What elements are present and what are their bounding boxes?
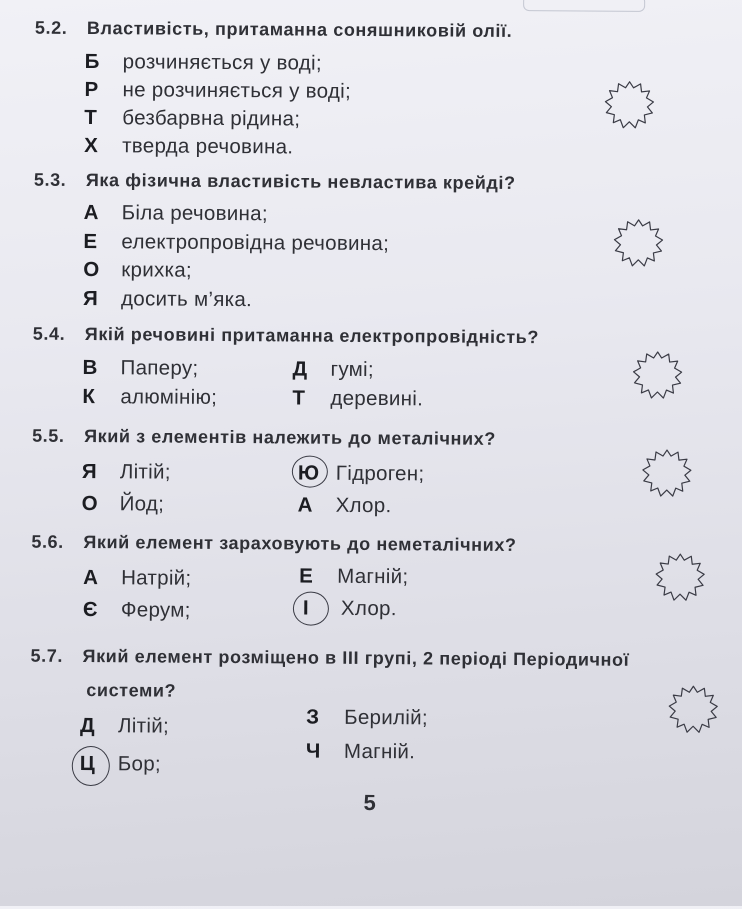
option-text: алюмінію; [120, 385, 218, 409]
question-5-7-continued [86, 680, 176, 702]
answer-star-icon[interactable] [653, 550, 707, 604]
option-text: крихка; [121, 258, 193, 282]
option-letter: Б [84, 49, 100, 74]
option-text: Хлор. [335, 493, 392, 518]
page-number: 5 [363, 789, 376, 816]
option-letter: О [81, 491, 98, 516]
option-5-2-1 [85, 50, 322, 76]
question-number: 5.6. [31, 531, 64, 552]
option-letter: Р [84, 77, 99, 102]
selected-answer-circle [72, 746, 110, 786]
question-number: 5.4. [32, 323, 66, 344]
selected-answer-circle [293, 591, 329, 625]
option-text: деревині. [330, 386, 424, 411]
option-text: Біла речовина; [121, 201, 268, 226]
question-5-6 [31, 532, 516, 556]
selected-answer-circle [292, 455, 328, 487]
question-text: Який елемент розміщено в III групі, 2 періоді Періодичної [82, 645, 630, 670]
option-text: Йод; [119, 492, 165, 516]
question-number: 5.7. [30, 645, 64, 666]
option-5-7-4 [306, 740, 415, 765]
option-text: Натрій; [121, 566, 192, 590]
question-text: Якій речовині притаманна електропровідність? [84, 323, 540, 348]
option-5-7-2 [306, 706, 428, 731]
option-5-3-1 [84, 201, 268, 226]
option-5-3-4 [83, 287, 252, 312]
option-5-6-2 [299, 565, 408, 590]
option-text: гумі; [330, 357, 375, 382]
option-letter: В [82, 355, 98, 380]
option-5-3-3 [83, 258, 192, 283]
option-5-4-3 [82, 385, 217, 410]
option-letter: Х [84, 133, 98, 158]
question-5-7 [31, 646, 630, 671]
option-text: Гідроген; [335, 461, 425, 486]
option-letter: Я [81, 459, 97, 484]
question-text: Властивість, притаманна соняшниковій олії. [86, 18, 513, 41]
option-5-7-1 [80, 714, 169, 739]
option-5-5-1 [82, 460, 171, 485]
option-letter: К [82, 384, 95, 409]
question-text: Який елемент зараховують до неметалічних? [83, 531, 517, 556]
option-5-4-2 [292, 357, 374, 382]
option-letter: Є [82, 597, 98, 622]
option-text: Берилій; [344, 705, 429, 730]
question-number: 5.3. [33, 169, 67, 190]
option-text: Літій; [119, 460, 171, 484]
option-text: Паперу; [120, 356, 199, 380]
option-text: Ферум; [120, 598, 191, 622]
answer-star-icon[interactable] [640, 446, 694, 500]
question-number: 5.5. [32, 425, 65, 446]
option-text: досить м’яка. [120, 287, 253, 312]
question-5-3 [34, 170, 516, 194]
option-5-3-2 [83, 230, 389, 256]
option-letter: А [83, 565, 99, 590]
option-letter: Д [292, 357, 308, 381]
option-letter: Ч [305, 739, 321, 763]
option-letter: Е [83, 229, 98, 254]
option-text: не розчиняється у воді; [122, 78, 352, 103]
option-text: Магній. [343, 739, 416, 764]
option-letter: Е [299, 564, 313, 588]
question-text: Яка фізична властивість невластива крейді? [85, 170, 516, 194]
answer-star-icon[interactable] [611, 216, 665, 270]
option-5-2-4 [84, 134, 293, 159]
option-letter: Т [84, 105, 97, 130]
question-number: 5.2. [34, 17, 68, 38]
option-letter: А [83, 200, 99, 225]
question-5-4 [33, 324, 539, 349]
option-text: безбарвна рідина; [122, 106, 301, 131]
option-letter: Я [82, 286, 98, 311]
question-text-line2: системи? [86, 680, 177, 701]
page-top-decoration [523, 0, 645, 12]
option-text: Хлор. [340, 596, 397, 621]
answer-star-icon[interactable] [666, 682, 720, 736]
option-letter: Т [292, 386, 305, 410]
option-5-4-4 [292, 386, 423, 411]
option-5-2-2 [84, 78, 351, 104]
option-letter: А [297, 493, 313, 517]
option-letter: Д [80, 713, 95, 738]
option-letter: О [83, 257, 100, 282]
question-text: Який з елементів належить до металічних? [84, 425, 496, 449]
option-5-6-3 [83, 598, 191, 623]
option-text: Бор; [117, 752, 162, 776]
option-text: електропровідна речовина; [121, 230, 390, 256]
option-letter: І [302, 596, 309, 620]
option-letter: З [306, 705, 320, 729]
option-letter: Ю [297, 461, 320, 485]
option-5-4-1 [83, 356, 199, 381]
answer-star-icon[interactable] [602, 78, 656, 132]
option-5-5-4 [298, 493, 392, 518]
option-5-2-3 [84, 106, 300, 132]
question-5-2 [35, 18, 513, 42]
option-text: Літій; [118, 714, 170, 738]
option-5-5-3 [82, 492, 165, 517]
option-5-6-1 [83, 566, 192, 591]
option-text: розчиняється у воді; [122, 50, 323, 75]
answer-star-icon[interactable] [630, 348, 684, 402]
option-text: тверда речовина. [122, 134, 294, 159]
option-text: Магній; [337, 564, 409, 589]
question-5-5 [32, 426, 496, 450]
option-letter: Ц [79, 751, 95, 776]
